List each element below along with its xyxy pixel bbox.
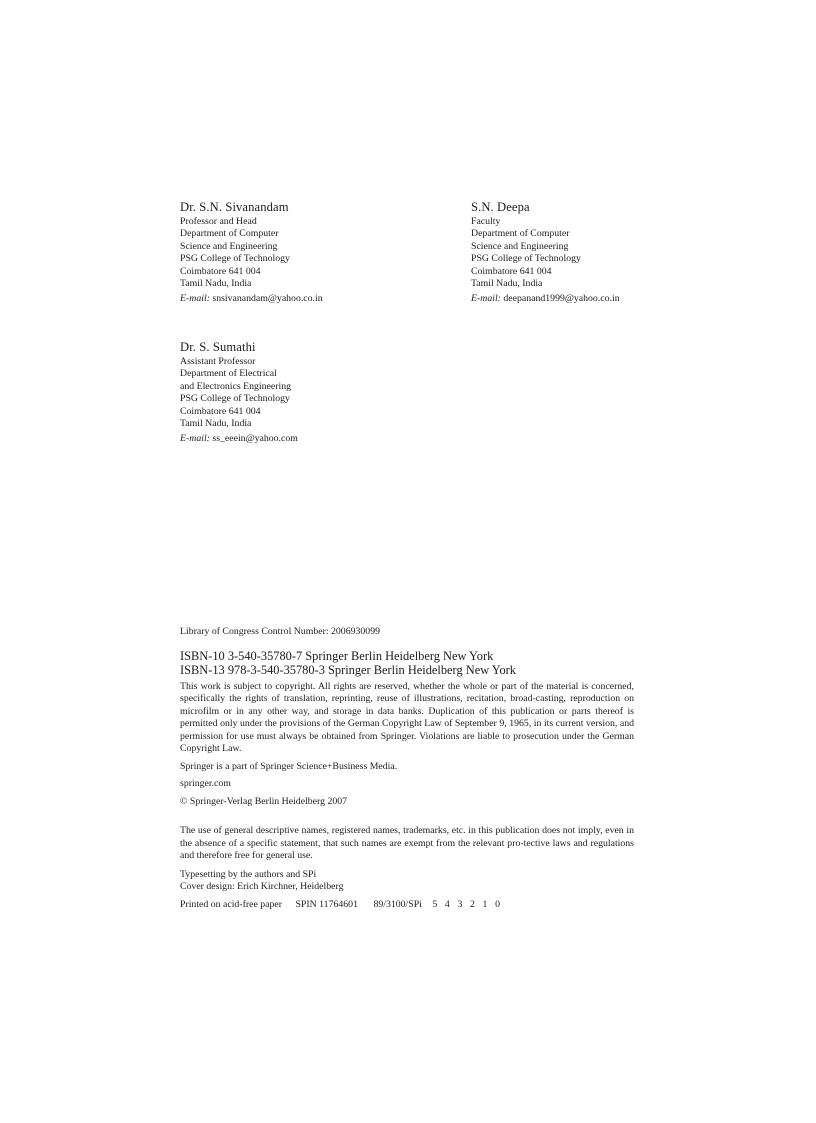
author-department: Department of Computer — [180, 228, 279, 240]
author-institution: PSG College of Technology — [180, 393, 290, 405]
author-title: Professor and Head — [180, 216, 257, 227]
copyright-line: © Springer-Verlag Berlin Heidelberg 2007 — [180, 795, 348, 807]
author-name: Dr. S.N. Sivanandam — [180, 200, 289, 214]
author-name: Dr. S. Sumathi — [180, 340, 256, 354]
email-address[interactable]: ss_eeein@yahoo.com — [212, 433, 298, 445]
isbn-10: ISBN-10 3-540-35780-7 Springer Berlin Heidelberg New York — [180, 648, 494, 663]
email-address[interactable]: deepanand1999@yahoo.co.in — [503, 293, 620, 305]
imprint-block — [180, 626, 634, 911]
author-email-line — [180, 433, 480, 445]
author-department-cont: and Electronics Engineering — [180, 380, 291, 392]
isbn-block — [180, 649, 634, 677]
email-label: E-mail: — [471, 293, 501, 305]
author-department-cont: Science and Engineering — [471, 240, 569, 252]
author-country: Tamil Nadu, India — [180, 278, 252, 290]
typesetting-credit: Typesetting by the authors and SPi — [180, 868, 317, 880]
author-institution: PSG College of Technology — [180, 253, 290, 265]
springer-part-statement: Springer is a part of Springer Science+Business Media. — [180, 760, 398, 772]
email-address[interactable]: snsivanandam@yahoo.co.in — [212, 293, 323, 305]
email-label: E-mail: — [180, 433, 210, 445]
copyright-notice: This work is subject to copyright. All rights are reserved, whether the whole or part of the material is concerned, specifically the rights of translation, reprinting, reuse of illustrations, recitation, broad-casting, reproduction on microfilm or in any other way, and storage in data banks. Duplication of this publication or parts thereof is permitted only under the provisions of the German Copyright Law of September 9, 1965, in its current version, and permission for use must always be obtained from Springer. Violations are liable to prosecution under the German Copyright Law. — [180, 680, 634, 754]
paper-note: Printed on acid-free paper — [180, 898, 283, 910]
print-run: 5 4 3 2 1 0 — [432, 898, 503, 910]
isbn-13: ISBN-13 978-3-540-35780-3 Springer Berlin Heidelberg New York — [180, 662, 516, 677]
author-email-line — [180, 293, 480, 305]
author-name: S.N. Deepa — [471, 200, 530, 214]
author-city: Coimbatore 641 004 — [180, 265, 261, 277]
lccn: Library of Congress Control Number: 2006930099 — [180, 626, 380, 637]
cover-design-credit: Cover design: Erich Kirchner, Heidelberg — [180, 881, 344, 892]
author-email-line — [471, 293, 771, 305]
spin-number: SPIN 11764601 — [295, 898, 358, 910]
author-block-deepa — [471, 199, 771, 306]
publisher-website[interactable]: springer.com — [180, 778, 231, 789]
author-institution: PSG College of Technology — [471, 253, 581, 265]
author-country: Tamil Nadu, India — [471, 278, 543, 290]
email-label: E-mail: — [180, 293, 210, 305]
author-block-sivanandam — [180, 199, 480, 306]
author-city: Coimbatore 641 004 — [180, 405, 261, 417]
author-department: Department of Electrical — [180, 368, 277, 380]
author-title: Faculty — [471, 216, 501, 227]
author-country: Tamil Nadu, India — [180, 418, 252, 430]
author-department-cont: Science and Engineering — [180, 240, 278, 252]
print-code: 89/3100/SPi — [373, 898, 422, 910]
trademark-notice: The use of general descriptive names, registered names, trademarks, etc. in this publication does not imply, even in the absence of a specific statement, that such names are exempt from the relevant pro-tective laws and regulations and therefore free for general use. — [180, 825, 634, 861]
author-block-sumathi — [180, 339, 480, 446]
author-department: Department of Computer — [471, 228, 570, 240]
author-title: Assistant Professor — [180, 356, 256, 367]
print-details — [180, 899, 634, 912]
author-city: Coimbatore 641 004 — [471, 265, 552, 277]
